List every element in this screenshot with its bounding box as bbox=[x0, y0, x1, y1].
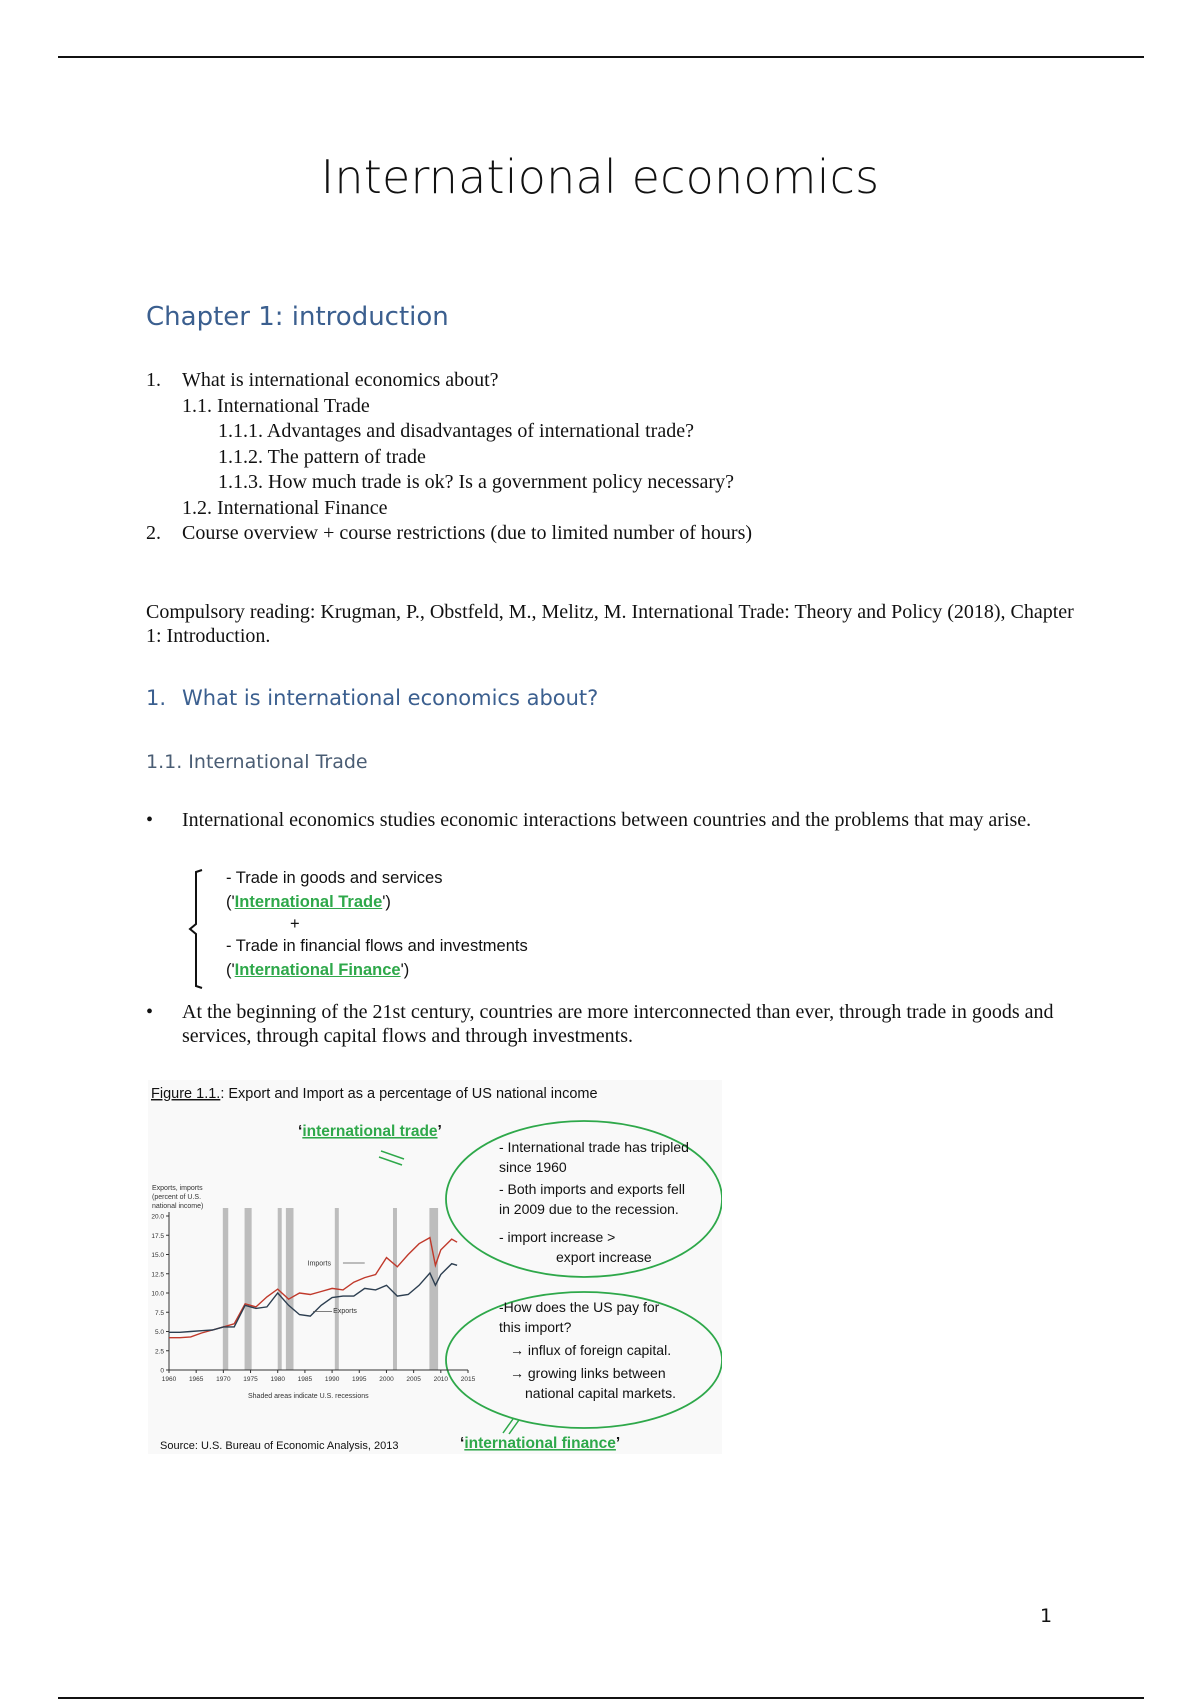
recession-band bbox=[393, 1208, 397, 1370]
note-line: this import? bbox=[499, 1319, 572, 1335]
bullet-item: • At the beginning of the 21st century, countries are more interconnected than ever, through trade in goods and services, through capital flows and through investments. bbox=[146, 1001, 1054, 1047]
note-line: → growing links between bbox=[510, 1365, 666, 1381]
x-tick-label: 2010 bbox=[433, 1376, 449, 1383]
x-tick-label: 1990 bbox=[324, 1376, 340, 1383]
y-tick-label: 20.0 bbox=[151, 1213, 164, 1221]
y-tick-label: 7.5 bbox=[154, 1309, 164, 1317]
x-tick-label: 2015 bbox=[460, 1376, 476, 1383]
table-of-contents bbox=[146, 368, 752, 547]
trade-types-brace bbox=[186, 866, 606, 992]
x-tick-label: 1985 bbox=[297, 1376, 313, 1383]
bullet-dot: • bbox=[146, 809, 154, 831]
curly-brace bbox=[186, 866, 226, 992]
toc-item: 1.1.2. The pattern of trade bbox=[218, 445, 426, 468]
figure-source: Source: U.S. Bureau of Economic Analysis, 2013 bbox=[160, 1440, 399, 1452]
international-finance-term: International Finance bbox=[234, 961, 401, 979]
section-heading-1-1: 1.1. International Trade bbox=[146, 751, 368, 773]
brace-line-goods: - Trade in goods and services bbox=[226, 869, 443, 887]
y-tick-label: 5.0 bbox=[154, 1329, 164, 1336]
bullet-dot: • bbox=[146, 1001, 154, 1023]
recession-band bbox=[286, 1208, 294, 1370]
note-line: - import increase > bbox=[499, 1229, 616, 1245]
x-tick-label: 2000 bbox=[379, 1376, 394, 1383]
x-tick-label: 1980 bbox=[270, 1376, 285, 1383]
y-tick-label: 17.5 bbox=[151, 1232, 164, 1240]
recession-note: Shaded areas indicate U.S. recessions bbox=[248, 1393, 369, 1400]
figure-svg bbox=[148, 1080, 722, 1454]
toc-item: 2. Course overview + course restrictions (due to limited number of hours) bbox=[146, 522, 753, 544]
series-label-exports: Exports bbox=[333, 1308, 357, 1316]
brace-plus: + bbox=[290, 915, 300, 933]
brace-line-trade: ('International Trade') bbox=[226, 893, 391, 911]
recession-band bbox=[245, 1208, 252, 1370]
y-tick-label: 10.0 bbox=[151, 1290, 164, 1298]
note-line: -How does the US pay for bbox=[499, 1299, 660, 1315]
y-label-line: national income) bbox=[152, 1203, 204, 1210]
x-tick-label: 1965 bbox=[188, 1376, 204, 1383]
international-trade-term: International Trade bbox=[234, 893, 383, 911]
note-line: → influx of foreign capital. bbox=[510, 1342, 672, 1358]
note-bottom bbox=[499, 1299, 676, 1401]
toc-item: 1.1.3. How much trade is ok? Is a government policy necessary? bbox=[218, 471, 734, 493]
x-tick-label: 1960 bbox=[161, 1376, 177, 1383]
bottom-rule bbox=[58, 1697, 1144, 1699]
toc-item: 1.1. International Trade bbox=[182, 394, 370, 417]
note-line: - Both imports and exports fell bbox=[499, 1181, 685, 1197]
figure-caption: Figure 1.1.: Export and Import as a percentage of US national income bbox=[151, 1086, 598, 1102]
brace-line-financial: - Trade in financial flows and investments bbox=[226, 937, 528, 955]
y-tick-label: 12.5 bbox=[151, 1271, 164, 1279]
x-tick-label: 1995 bbox=[352, 1376, 367, 1383]
note-line: in 2009 due to the recession. bbox=[499, 1201, 679, 1217]
chapter-heading: Chapter 1: introduction bbox=[146, 302, 449, 332]
note-line: since 1960 bbox=[499, 1159, 567, 1175]
section-heading-1: 1. What is international economics about? bbox=[146, 686, 599, 710]
series-label-imports: Imports bbox=[307, 1260, 331, 1268]
note-line: export increase bbox=[556, 1249, 652, 1265]
y-tick-label: 15.0 bbox=[151, 1252, 164, 1259]
y-axis-title bbox=[152, 1185, 203, 1210]
y-tick-label: 2.5 bbox=[154, 1348, 164, 1356]
y-label-line: (percent of U.S. bbox=[152, 1194, 202, 1201]
toc-item: 1. What is international economics about? bbox=[146, 369, 499, 391]
top-rule bbox=[58, 56, 1144, 58]
x-tick-label: 2005 bbox=[406, 1376, 421, 1383]
y-tick-label: 0 bbox=[160, 1367, 164, 1375]
toc-item: 1.1.1. Advantages and disadvantages of international trade? bbox=[218, 420, 694, 442]
figure-1-1 bbox=[148, 1080, 722, 1454]
toc-item: 1.2. International Finance bbox=[182, 496, 388, 519]
note-line: - International trade has tripled bbox=[499, 1139, 689, 1155]
note-line: national capital markets. bbox=[525, 1385, 676, 1401]
x-tick-label: 1975 bbox=[243, 1376, 258, 1383]
document-title: International economics bbox=[320, 150, 880, 204]
x-tick-label: 1970 bbox=[216, 1376, 231, 1383]
compulsory-reading: Compulsory reading: Krugman, P., Obstfeld, M., Melitz, M. International Trade: Theory and Policy (2018), Chapter 1: Introduction. bbox=[146, 601, 1074, 647]
bullet-item: • International economics studies economic interactions between countries and the problems that may arise. bbox=[146, 809, 1032, 831]
brace-line-finance: ('International Finance') bbox=[226, 961, 410, 979]
page-number: 1 bbox=[1040, 1605, 1053, 1627]
trade-label: ‘international trade’ bbox=[298, 1123, 442, 1140]
recession-band bbox=[429, 1208, 438, 1370]
finance-label: ‘international finance’ bbox=[460, 1435, 621, 1452]
y-label-line: Exports, imports bbox=[152, 1185, 203, 1192]
recession-band bbox=[223, 1208, 228, 1370]
